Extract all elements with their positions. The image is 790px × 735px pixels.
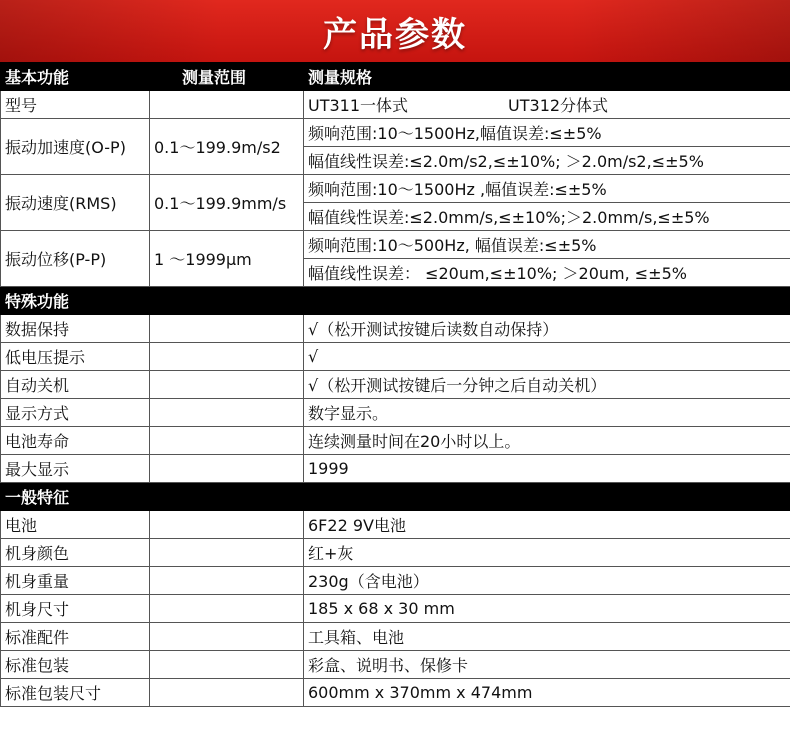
row-spec: 幅值线性误差:≤2.0mm/s,≤±10%;＞2.0mm/s,≤±5% bbox=[304, 203, 790, 231]
row-value: 230g（含电池） bbox=[304, 567, 790, 595]
header-col-function: 基本功能 bbox=[1, 63, 150, 91]
row-value: √（松开测试按键后一分钟之后自动关机） bbox=[304, 371, 790, 399]
row-value: 185 x 68 x 30 mm bbox=[304, 595, 790, 623]
row-label: 型号 bbox=[1, 91, 150, 119]
row-value: 数字显示。 bbox=[304, 399, 790, 427]
row-range bbox=[150, 427, 304, 455]
row-range bbox=[150, 567, 304, 595]
row-range bbox=[150, 539, 304, 567]
row-range bbox=[150, 315, 304, 343]
title-banner bbox=[0, 0, 790, 62]
row-range: 0.1～199.9mm/s bbox=[150, 175, 304, 231]
table-row bbox=[1, 175, 790, 203]
row-value: 1999 bbox=[304, 455, 790, 483]
table-row bbox=[1, 315, 790, 343]
row-spec: 频响范围:10～1500Hz,幅值误差:≤±5% bbox=[304, 119, 790, 147]
row-label: 标准包装 bbox=[1, 651, 150, 679]
banner-title: 产品参数 bbox=[323, 14, 467, 55]
row-label: 最大显示 bbox=[1, 455, 150, 483]
row-spec: 幅值线性误差:≤2.0m/s2,≤±10%; ＞2.0m/s2,≤±5% bbox=[304, 147, 790, 175]
row-label: 电池 bbox=[1, 511, 150, 539]
spec-table bbox=[0, 62, 790, 707]
table-row bbox=[1, 427, 790, 455]
row-value: 工具箱、电池 bbox=[304, 623, 790, 651]
table-row bbox=[1, 679, 790, 707]
table-row bbox=[1, 595, 790, 623]
model-b: UT312分体式 bbox=[508, 96, 609, 115]
row-range bbox=[150, 371, 304, 399]
row-spec: 频响范围:10～1500Hz ,幅值误差:≤±5% bbox=[304, 175, 790, 203]
table-row bbox=[1, 371, 790, 399]
table-row bbox=[1, 231, 790, 259]
row-value: 连续测量时间在20小时以上。 bbox=[304, 427, 790, 455]
model-a: UT311一体式 bbox=[308, 96, 409, 115]
row-spec bbox=[304, 91, 790, 119]
row-range bbox=[150, 91, 304, 119]
row-label: 显示方式 bbox=[1, 399, 150, 427]
row-label: 电池寿命 bbox=[1, 427, 150, 455]
section-header-general bbox=[1, 483, 790, 511]
row-label: 振动位移(P-P) bbox=[1, 231, 150, 287]
row-value: 彩盒、说明书、保修卡 bbox=[304, 651, 790, 679]
row-label: 机身颜色 bbox=[1, 539, 150, 567]
table-row bbox=[1, 399, 790, 427]
header-col-range: 测量范围 bbox=[150, 63, 304, 91]
row-value: 600mm x 370mm x 474mm bbox=[304, 679, 790, 707]
table-row bbox=[1, 539, 790, 567]
row-label: 机身尺寸 bbox=[1, 595, 150, 623]
row-value: 6F22 9V电池 bbox=[304, 511, 790, 539]
table-row bbox=[1, 119, 790, 147]
table-row bbox=[1, 511, 790, 539]
row-spec: 幅值线性误差： ≤20um,≤±10%; ＞20um, ≤±5% bbox=[304, 259, 790, 287]
row-label: 数据保持 bbox=[1, 315, 150, 343]
row-label: 标准包装尺寸 bbox=[1, 679, 150, 707]
row-value: √（松开测试按键后读数自动保持） bbox=[304, 315, 790, 343]
section-header-basic bbox=[1, 63, 790, 91]
section-title: 特殊功能 bbox=[1, 287, 790, 315]
section-header-special bbox=[1, 287, 790, 315]
row-range bbox=[150, 595, 304, 623]
row-label: 低电压提示 bbox=[1, 343, 150, 371]
row-range bbox=[150, 455, 304, 483]
row-range: 1 ～1999μm bbox=[150, 231, 304, 287]
row-label: 标准配件 bbox=[1, 623, 150, 651]
row-range: 0.1～199.9m/s2 bbox=[150, 119, 304, 175]
table-row-model bbox=[1, 91, 790, 119]
row-range bbox=[150, 511, 304, 539]
header-col-spec: 测量规格 bbox=[304, 63, 790, 91]
row-label: 自动关机 bbox=[1, 371, 150, 399]
row-label: 振动加速度(O-P) bbox=[1, 119, 150, 175]
section-title: 一般特征 bbox=[1, 483, 790, 511]
row-label: 振动速度(RMS) bbox=[1, 175, 150, 231]
table-row bbox=[1, 455, 790, 483]
row-label: 机身重量 bbox=[1, 567, 150, 595]
table-row bbox=[1, 623, 790, 651]
row-range bbox=[150, 399, 304, 427]
row-range bbox=[150, 623, 304, 651]
row-range bbox=[150, 679, 304, 707]
row-value: √ bbox=[304, 343, 790, 371]
row-range bbox=[150, 651, 304, 679]
row-value: 红+灰 bbox=[304, 539, 790, 567]
row-spec: 频响范围:10～500Hz, 幅值误差:≤±5% bbox=[304, 231, 790, 259]
row-range bbox=[150, 343, 304, 371]
table-row bbox=[1, 651, 790, 679]
table-row bbox=[1, 567, 790, 595]
table-row bbox=[1, 343, 790, 371]
